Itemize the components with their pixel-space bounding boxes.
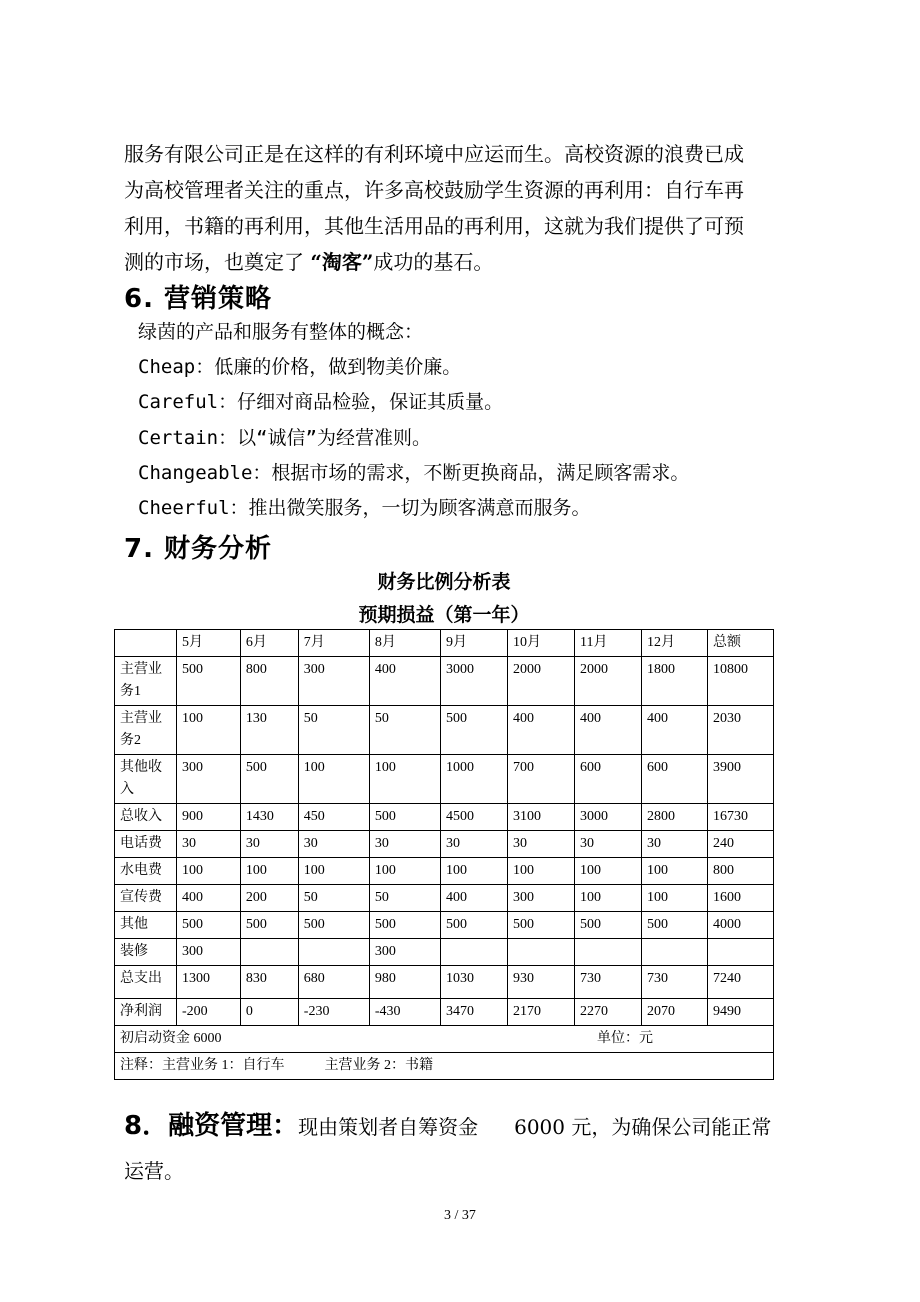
table-cell: 9490: [707, 999, 773, 1026]
row-label: 其他: [115, 912, 177, 939]
table-cell: 300: [176, 939, 240, 966]
section-6-lead: 绿茵的产品和服务有整体的概念：: [138, 321, 424, 343]
table-cell: 30: [298, 831, 369, 858]
header-cell: 10月: [507, 630, 574, 657]
table-cell: 10800: [707, 657, 773, 706]
table-cell: 3000: [574, 804, 641, 831]
table-footer-note-row: [115, 1053, 774, 1080]
table-cell: 1600: [707, 885, 773, 912]
table-cell: 600: [641, 755, 707, 804]
unit-label: 单位：元: [597, 1031, 653, 1046]
intro-line-1: 服务有限公司正是在这样的有利环境中应运而生。高校资源的浪费已成: [124, 142, 744, 166]
table-title: 财务比例分析表: [377, 571, 511, 593]
intro-line-4-post: 成功的基石。: [373, 250, 494, 274]
table-cell: 1030: [440, 966, 507, 999]
table-cell: 980: [369, 966, 440, 999]
strategy-item-cheap: Cheap：低廉的价格，做到物美价廉。: [138, 356, 462, 378]
table-cell: 100: [369, 755, 440, 804]
table-header-row: [115, 630, 774, 657]
table-cell: [440, 939, 507, 966]
table-cell: 900: [176, 804, 240, 831]
table-cell: 500: [240, 755, 298, 804]
table-cell: 3470: [440, 999, 507, 1026]
row-label: 宣传费: [115, 885, 177, 912]
table-cell: 1430: [240, 804, 298, 831]
financial-table: [114, 629, 774, 1080]
table-footer-capital-row: [115, 1026, 774, 1053]
table-cell: 100: [641, 858, 707, 885]
row-label: 其他收入: [115, 755, 177, 804]
section-8-text-c: 运营。: [124, 1159, 184, 1183]
table-cell: 730: [574, 966, 641, 999]
table-cell: -430: [369, 999, 440, 1026]
table-cell: 930: [507, 966, 574, 999]
table-cell: 2000: [574, 657, 641, 706]
header-cell: 5月: [176, 630, 240, 657]
table-row: [115, 706, 774, 755]
table-cell: 450: [298, 804, 369, 831]
table-row: [115, 912, 774, 939]
table-cell: 1000: [440, 755, 507, 804]
strategy-item-changeable: Changeable：根据市场的需求，不断更换商品，满足顾客需求。: [138, 462, 690, 484]
table-cell: 30: [176, 831, 240, 858]
table-cell: [641, 939, 707, 966]
section-8: [124, 1106, 824, 1149]
table-row: [115, 966, 774, 999]
table-subtitle: 预期损益（第一年）: [358, 604, 530, 626]
startup-capital: 初启动资金 6000: [120, 1031, 222, 1046]
section-6-heading: 6. 营销策略: [124, 284, 273, 314]
table-cell: 500: [574, 912, 641, 939]
header-cell: 8月: [369, 630, 440, 657]
table-cell: -230: [298, 999, 369, 1026]
table-cell: 3900: [707, 755, 773, 804]
table-cell: 600: [574, 755, 641, 804]
intro-line-3: 利用，书籍的再利用，其他生活用品的再利用，这就为我们提供了可预: [124, 214, 744, 238]
table-cell: 300: [369, 939, 440, 966]
table-cell: 2070: [641, 999, 707, 1026]
intro-line-2: 为高校管理者关注的重点，许多高校鼓励学生资源的再利用：自行车再: [124, 178, 744, 202]
table-cell: -200: [176, 999, 240, 1026]
section-8-text-b: 6000 元，为确保公司能正常: [514, 1115, 772, 1139]
strategy-item-certain: Certain：以“诚信”为经营准则。: [138, 427, 431, 449]
table-cell: 200: [240, 885, 298, 912]
table-cell: 3100: [507, 804, 574, 831]
table-cell: 500: [176, 912, 240, 939]
table-cell: 500: [507, 912, 574, 939]
header-cell: 11月: [574, 630, 641, 657]
table-cell: 2000: [507, 657, 574, 706]
table-cell: 400: [176, 885, 240, 912]
table-cell: 500: [369, 804, 440, 831]
table-cell: [507, 939, 574, 966]
table-cell: 3000: [440, 657, 507, 706]
table-cell: [298, 939, 369, 966]
table-cell: 100: [507, 858, 574, 885]
table-cell: 240: [707, 831, 773, 858]
table-cell: 100: [240, 858, 298, 885]
header-cell: 6月: [240, 630, 298, 657]
table-row: [115, 858, 774, 885]
row-label: 总支出: [115, 966, 177, 999]
row-label: 装修: [115, 939, 177, 966]
table-cell: 100: [574, 858, 641, 885]
table-cell: 4500: [440, 804, 507, 831]
table-cell: 500: [176, 657, 240, 706]
table-cell: [574, 939, 641, 966]
header-cell: 9月: [440, 630, 507, 657]
table-cell: [240, 939, 298, 966]
intro-highlight: “淘客”: [310, 250, 374, 274]
table-cell: 30: [369, 831, 440, 858]
strategy-item-careful: Careful：仔细对商品检验，保证其质量。: [138, 391, 504, 413]
table-cell: 30: [440, 831, 507, 858]
note-business-2: 主营业务 2：书籍: [324, 1058, 433, 1073]
table-cell: 4000: [707, 912, 773, 939]
row-label: 主营业务1: [115, 657, 177, 706]
table-cell: 130: [240, 706, 298, 755]
table-row: [115, 939, 774, 966]
table-cell: 100: [641, 885, 707, 912]
intro-line-4: [124, 244, 804, 280]
table-cell: [707, 939, 773, 966]
section-8-heading: 8．融资管理：: [124, 1111, 299, 1141]
table-cell: 730: [641, 966, 707, 999]
table-cell: 30: [240, 831, 298, 858]
header-cell: 7月: [298, 630, 369, 657]
row-label: 电话费: [115, 831, 177, 858]
table-cell: 100: [298, 755, 369, 804]
table-cell: 50: [298, 706, 369, 755]
table-cell: 100: [176, 706, 240, 755]
table-cell: 100: [298, 858, 369, 885]
table-row: [115, 755, 774, 804]
table-cell: 400: [574, 706, 641, 755]
section-8-text-a: 现由策划者自筹资金: [298, 1115, 479, 1139]
table-cell: 400: [369, 657, 440, 706]
table-cell: 500: [440, 706, 507, 755]
note-business-1: 注释：主营业务 1：自行车: [120, 1058, 285, 1073]
table-cell: 830: [240, 966, 298, 999]
table-cell: 2800: [641, 804, 707, 831]
table-cell: 2170: [507, 999, 574, 1026]
table-cell: 50: [369, 885, 440, 912]
table-cell: 300: [507, 885, 574, 912]
table-cell: 800: [707, 858, 773, 885]
table-cell: 50: [298, 885, 369, 912]
table-cell: 2030: [707, 706, 773, 755]
header-cell: 总额: [707, 630, 773, 657]
table-cell: 16730: [707, 804, 773, 831]
table-row: [115, 657, 774, 706]
intro-line-4-pre: 测的市场，也奠定了: [124, 250, 311, 274]
table-cell: 1800: [641, 657, 707, 706]
table-cell: 700: [507, 755, 574, 804]
table-cell: 30: [507, 831, 574, 858]
table-cell: 500: [440, 912, 507, 939]
table-cell: 680: [298, 966, 369, 999]
row-label: 净利润: [115, 999, 177, 1026]
table-row: [115, 804, 774, 831]
table-row: [115, 831, 774, 858]
table-cell: 500: [240, 912, 298, 939]
table-row: [115, 999, 774, 1026]
table-cell: 500: [369, 912, 440, 939]
strategy-item-cheerful: Cheerful：推出微笑服务，一切为顾客满意而服务。: [138, 497, 591, 519]
page-number: 3 / 37: [444, 1208, 476, 1223]
table-cell: 500: [298, 912, 369, 939]
row-label: 主营业务2: [115, 706, 177, 755]
table-cell: 0: [240, 999, 298, 1026]
header-cell: [115, 630, 177, 657]
row-label: 总收入: [115, 804, 177, 831]
table-cell: 100: [574, 885, 641, 912]
row-label: 水电费: [115, 858, 177, 885]
table-cell: 100: [176, 858, 240, 885]
table-cell: 400: [440, 885, 507, 912]
table-cell: 300: [298, 657, 369, 706]
table-cell: 30: [641, 831, 707, 858]
table-cell: 400: [641, 706, 707, 755]
header-cell: 12月: [641, 630, 707, 657]
table-cell: 7240: [707, 966, 773, 999]
table-cell: 100: [440, 858, 507, 885]
table-cell: 300: [176, 755, 240, 804]
table-cell: 30: [574, 831, 641, 858]
table-cell: 800: [240, 657, 298, 706]
table-cell: 1300: [176, 966, 240, 999]
table-row: [115, 885, 774, 912]
table-cell: 50: [369, 706, 440, 755]
table-cell: 500: [641, 912, 707, 939]
table-cell: 400: [507, 706, 574, 755]
table-cell: 2270: [574, 999, 641, 1026]
table-cell: 100: [369, 858, 440, 885]
section-7-heading: 7. 财务分析: [124, 534, 273, 564]
